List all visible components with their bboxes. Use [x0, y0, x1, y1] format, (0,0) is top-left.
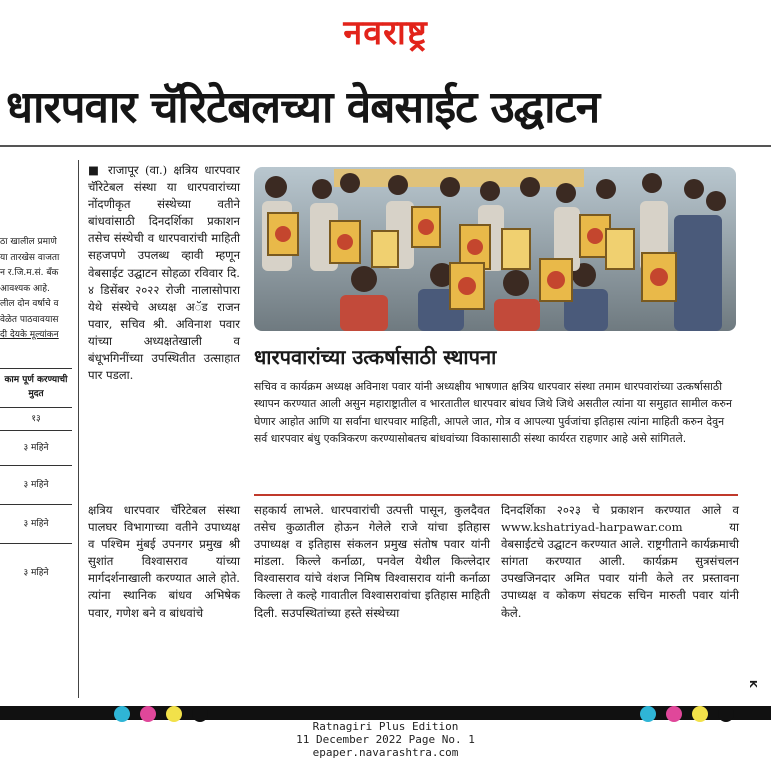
- notice-line: वेळेत पाठवावयास: [0, 314, 59, 325]
- notice-line: या तारखेस वाजता: [0, 252, 60, 263]
- notice-table-cell: ३ महिने: [23, 568, 49, 578]
- notice-line: न र.जि.म.सं. बँक: [0, 268, 59, 278]
- edge-text-fragment: K: [747, 680, 758, 688]
- footer-date-page: 11 December 2022 Page No. 1: [296, 733, 475, 746]
- footer-site-link[interactable]: epaper.navarashtra.com: [312, 746, 459, 759]
- notice-table-cell: ३ महिने: [0, 466, 72, 505]
- notice-link-line: दी देयके मूल्यांकन: [0, 330, 59, 340]
- article-lead-paragraph: ■ राजापूर (वा.) क्षत्रिय धारपवार चॅरिटेबल संस्था या धारपवारांच्या नोंदणीकृत संस्थेच्या वतीने बांधवांसाठी दिनदर्शिका प्रकाशन तसेच संस्थेची व धारपवारांची माहिती सहजपणे उपलब्ध व्हावी म्हणून वेबसाईट उद्घाटन सोहळा रविवार दि. ४ डिसेंबर २०२२ रोजी नालासोपारा येथे संस्थेचे अध्यक्ष अॅड राजन पवार, सचिव श्री. अविनाश पवार यांच्या अध्यक्षतेखाली व बंधूभगिनींच्या उपस्थितीत उत्साहात पार पडला.: [88, 163, 240, 383]
- article-column3: दिनदर्शिका २०२३ चे प्रकाशन करण्यात आले व www.kshatriyad-harpawar.com या वेबसाईटचे उद्घाटन करण्यात आले. राष्ट्रगीताने कार्यक्रमाची सांगता करण्यात आली. कार्यक्रम सुत्रसंचलन उपखजिनदार अमित पवार यांनी केले तर प्रस्तावना उपाध्यक्ष व कोकण संघटक सचिन मारुती पवार यांनी केले.: [501, 503, 739, 620]
- article-paragraph-bold: सचिव व कार्यक्रम अध्यक्ष अविनाश पवार यांनी अध्यक्षीय भाषणात क्षत्रिय धारपवार संस्था तमाम धारपवारांच्या उत्कर्षासाठी स्थापन करण्यात आली असुन महाराष्ट्रातील व भारतातील धारपवार बांधव जिथे जिथे असतील त्यांना या समुहात सामील करुन घेणार आहोत आणि या सर्वांना धारपवार माहिती, आपले जात, गोत्र व आपल्या पुर्वजांचा इतिहास त्यांना माहिती करुन देवुन सर्व धारपवार बंधु एकत्रिकरण करण्यासोबतच बांधवांच्या विकासासाठी संस्था कार्यरत राहणार आहे असे सांगितले.: [254, 380, 732, 445]
- notice-table-cell: ३ महिने: [0, 431, 72, 466]
- notice-line: लील दोन वर्षाचे व: [0, 299, 59, 309]
- notice-line: आवश्यक आहे.: [0, 283, 50, 294]
- notice-table-cell: ३ महिने: [0, 505, 72, 544]
- event-group-photo: [254, 167, 736, 331]
- headline-divider: [0, 145, 771, 147]
- group-photo-illustration: [254, 167, 736, 331]
- notice-line: ठा खालील प्रमाणे: [0, 237, 57, 247]
- article-subheading: धारपवारांच्या उत्कर्षासाठी स्थापना: [254, 345, 497, 369]
- notice-table-cell: १३: [0, 408, 72, 431]
- notice-table-header: काम पूर्ण करण्याची मुदत: [0, 369, 72, 408]
- article-column1-continuation: क्षत्रिय धारपवार चॅरिटेबल संस्था पालघर विभागाच्या वतीने उपाध्यक्ष व पश्चिम मुंबई उपनगर प्रमुख श्री सुशांत विश्वासराव यांच्या मार्गदर्शनाखाली करण्यात आले होते. त्यांना स्थानिक बांधव अभिषेक पवार, गणेश बने व बांधवांचे: [88, 503, 240, 620]
- adjacent-notice-column: [0, 160, 79, 698]
- article-headline: धारपवार चॅरिटेबलच्या वेबसाईट उद्घाटन: [6, 82, 600, 133]
- notice-table: [0, 368, 72, 602]
- epaper-footer: [0, 720, 771, 759]
- section-divider: [254, 494, 738, 496]
- article-column2: सहकार्य लाभले. धारपवारांची उत्पत्ती पासून, कुलदैवत तसेच कुळातील होऊन गेलेले राजे यांचा इतिहास उपाध्यक्ष व इतिहास संकलन प्रमुख संतोष पवार यांनी मांडला. किल्ले कर्नाळा, पनवेल येथील किल्लेदार विश्वासराव यांचे वंशज निमिष विश्वासराव यांनी कर्नाळा किल्ला ते कल्हे गावातील विश्वासरावांचा इतिहास माहिती दिली. सउपस्थितांच्या हस्ते संस्थेच्या: [254, 503, 490, 620]
- footer-edition: Ratnagiri Plus Edition: [312, 720, 459, 733]
- newspaper-masthead: नवराष्ट्र: [343, 13, 428, 53]
- notice-spacer: [0, 160, 78, 235]
